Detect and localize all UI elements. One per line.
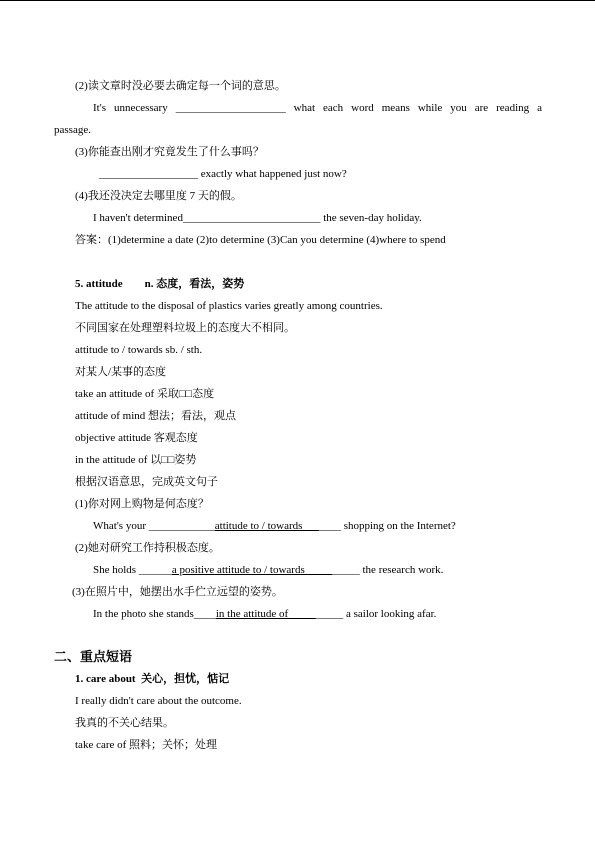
phrase-attitude-of-mind: attitude of mind 想法；看法，观点	[75, 410, 237, 422]
exercise-1-sentence	[93, 519, 456, 533]
phrase-take-care-of: take care of 照料；关怀；处理	[75, 739, 218, 751]
answer-line: 答案：(1)determine a date (2)to determine (3)Can you determine (4)where to spend	[75, 234, 446, 246]
q3-english: __________________ exactly what happened just now?	[99, 168, 347, 180]
q3-label: (3)你能查出刚才究竟发生了什么事吗？	[75, 146, 264, 158]
exercise-1-prefix: What's your ____________	[93, 520, 215, 532]
section-heading: 二、重点短语	[54, 649, 133, 664]
example-english: The attitude to the disposal of plastics varies greatly among countries.	[75, 300, 383, 312]
phrase-objective-attitude: objective attitude 客观态度	[75, 432, 198, 444]
phrase-example-chinese: 我真的不关心结果。	[75, 717, 174, 729]
phrase-item-heading	[75, 672, 229, 686]
exercise-3-sentence	[93, 607, 436, 621]
q2-english-line-1: It's unnecessary ____________________ what each word means while you are reading a	[93, 102, 542, 114]
page-top-rule	[0, 0, 595, 1]
q4-label: (4)我还没决定去哪里度 7 天的假。	[75, 190, 242, 202]
q2-english-line-2: passage.	[54, 124, 91, 136]
exercise-3-label: (3)在照片中，她摆出水手伫立远望的姿势。	[72, 586, 283, 598]
phrase-example-english: I really didn't care about the outcome.	[75, 695, 242, 707]
word-heading-term: 5. attitude	[75, 278, 123, 290]
phrase-in-the-attitude-of: in the attitude of 以□□姿势	[75, 454, 197, 466]
word-heading	[75, 277, 244, 291]
exercise-1-answer: attitude to / towards___	[214, 520, 319, 532]
phrase-attitude-to-zh: 对某人/某事的态度	[75, 366, 167, 378]
exercise-2-suffix: _____ the research work.	[332, 564, 444, 576]
exercise-3-answer: in the attitude of_____	[215, 608, 316, 620]
exercise-3-prefix: In the photo she stands____	[93, 608, 216, 620]
phrase-take-an-attitude: take an attitude of 采取□□态度	[75, 388, 215, 400]
exercise-2-sentence	[93, 563, 443, 577]
phrase-item-term: 1. care about	[75, 673, 136, 685]
exercise-1-label: (1)你对网上购物是何态度？	[75, 498, 209, 510]
exercise-3-suffix: _____ a sailor looking afar.	[315, 608, 437, 620]
phrase-attitude-to: attitude to / towards sb. / sth.	[75, 344, 203, 356]
exercise-2-answer: a positive attitude to / towards_____	[171, 564, 333, 576]
example-chinese: 不同国家在处理塑料垃圾上的态度大不相同。	[75, 322, 295, 334]
phrase-item-meaning: 关心，担忧，惦记	[141, 673, 230, 685]
q2-label: (2)读文章时没必要去确定每一个词的意思。	[75, 80, 286, 92]
exercise-2-prefix: She holds ______	[93, 564, 172, 576]
exercise-instruction: 根据汉语意思，完成英文句子	[75, 476, 218, 488]
q4-english: I haven't determined_________________________ the seven-day holiday.	[93, 212, 422, 224]
exercise-2-label: (2)她对研究工作持积极态度。	[75, 542, 220, 554]
exercise-1-suffix: ____ shopping on the Internet?	[318, 520, 456, 532]
word-heading-pos: n. 态度，看法，姿势	[144, 278, 245, 290]
